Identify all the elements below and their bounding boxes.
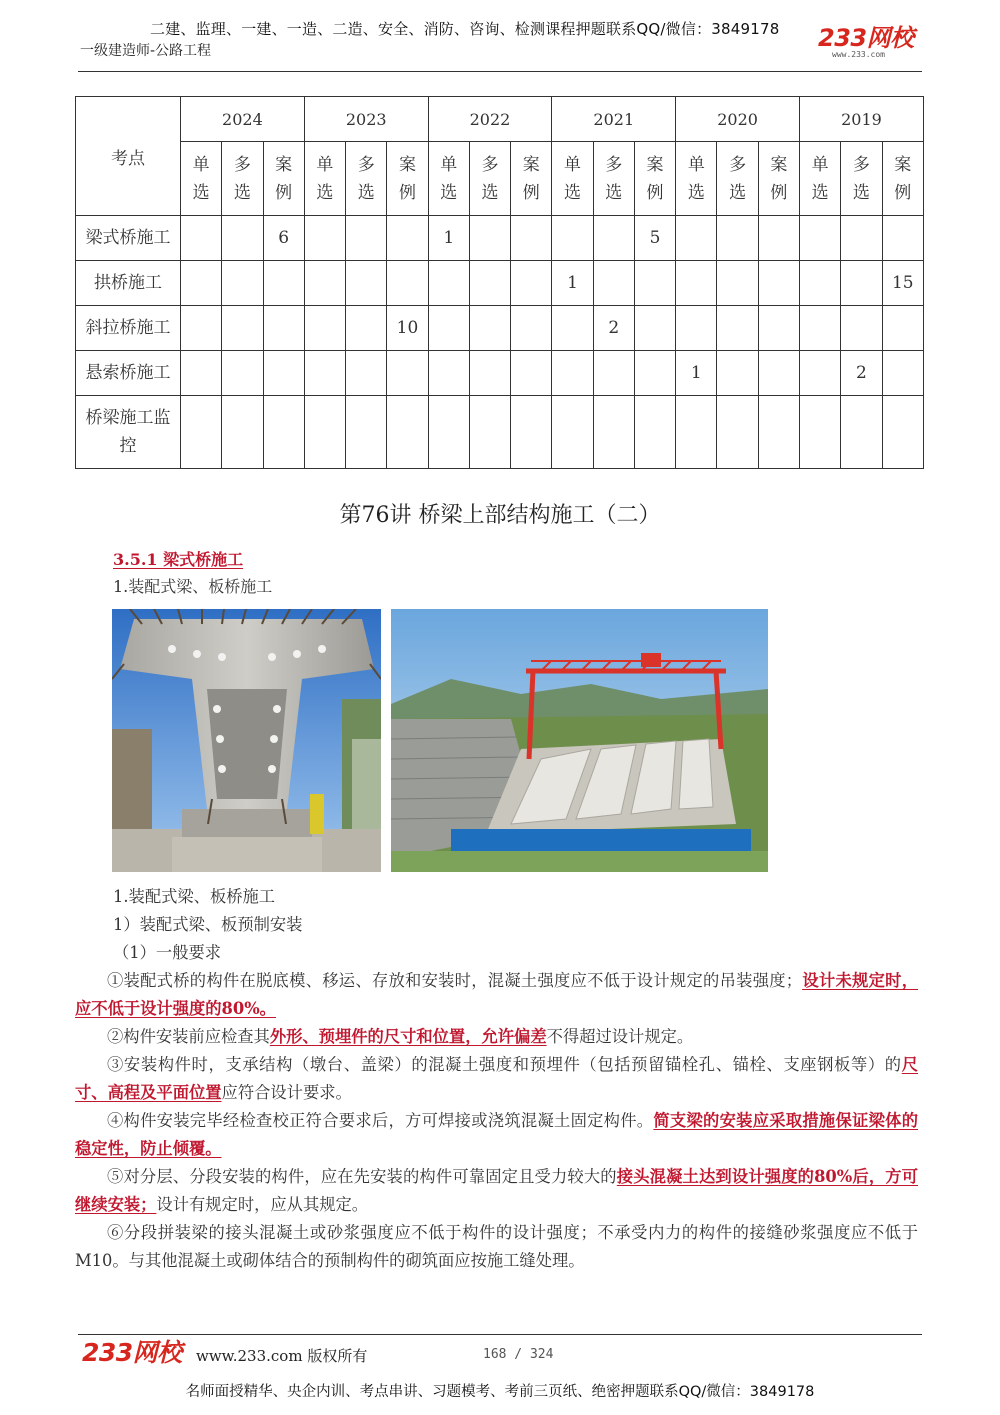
table-subheader-cell: 案 例 xyxy=(882,142,923,216)
table-value-cell xyxy=(304,306,345,351)
table-value-cell xyxy=(758,396,799,469)
table-subheader-cell: 单 选 xyxy=(799,142,840,216)
table-value-cell xyxy=(222,261,263,306)
table-value-cell xyxy=(758,261,799,306)
table-row xyxy=(76,216,924,261)
table-topic-cell: 拱桥施工 xyxy=(76,261,181,306)
header-logo-text: 233网校 xyxy=(818,24,914,52)
table-value-cell xyxy=(676,306,717,351)
content-heading-1: 1.装配式梁、板桥施工 xyxy=(113,887,276,906)
paragraph-6: ⑥分段拼装梁的接头混凝土或砂浆强度应不低于构件的设计强度；不承受内力的构件的接缝砂浆强度应不低于M10。与其他混凝土或砌体结合的预制构件的砌筑面应按施工缝处理。 xyxy=(75,1223,918,1270)
table-value-cell xyxy=(717,396,758,469)
table-year-header: 2024 xyxy=(181,97,305,142)
table-value-cell xyxy=(882,351,923,396)
table-subheader-cell: 多 选 xyxy=(222,142,263,216)
table-body xyxy=(76,216,924,469)
paragraph-2-highlight: 外形、预埋件的尺寸和位置，允许偏差 xyxy=(269,1027,547,1046)
table-value-cell: 2 xyxy=(841,351,882,396)
table-value-cell xyxy=(799,306,840,351)
table-value-cell xyxy=(346,351,387,396)
paragraph-1 xyxy=(75,967,918,1023)
table-value-cell xyxy=(304,396,345,469)
paragraph-5 xyxy=(75,1163,918,1219)
table-subheader-cell: 单 选 xyxy=(428,142,469,216)
table-value-cell xyxy=(634,396,675,469)
table-value-cell xyxy=(511,396,552,469)
table-value-cell xyxy=(799,396,840,469)
content-heading-2: 1）装配式梁、板预制安装 xyxy=(113,915,303,934)
table-value-cell: 15 xyxy=(882,261,923,306)
table-value-cell xyxy=(387,351,428,396)
table-value-cell xyxy=(222,306,263,351)
table-year-header: 2020 xyxy=(676,97,800,142)
table-value-cell xyxy=(469,351,510,396)
table-subheader-cell: 单 选 xyxy=(304,142,345,216)
table-subheader-cell: 案 例 xyxy=(387,142,428,216)
content-heading-3: （1）一般要求 xyxy=(113,943,222,962)
table-value-cell xyxy=(717,351,758,396)
table-value-cell xyxy=(181,396,222,469)
table-value-cell xyxy=(511,216,552,261)
table-subheader-cell: 案 例 xyxy=(263,142,304,216)
table-subheader-cell: 多 选 xyxy=(593,142,634,216)
table-value-cell xyxy=(593,261,634,306)
table-topic-cell: 斜拉桥施工 xyxy=(76,306,181,351)
footer-divider xyxy=(78,1334,922,1335)
table-subheader-cell: 单 选 xyxy=(676,142,717,216)
paragraph-5-text: ⑤对分层、分段安装的构件，应在先安装的构件可靠固定且受力较大的 xyxy=(107,1167,617,1186)
precast-yard-photo xyxy=(391,609,768,872)
table-value-cell xyxy=(387,261,428,306)
table-year-header: 2022 xyxy=(428,97,552,142)
table-value-cell xyxy=(634,261,675,306)
table-value-cell xyxy=(882,396,923,469)
table-topic-cell: 桥梁施工监控 xyxy=(76,396,181,469)
paragraph-5-text-end: 设计有规定时，应从其规定。 xyxy=(156,1195,369,1214)
table-value-cell xyxy=(799,216,840,261)
table-row xyxy=(76,261,924,306)
table-value-cell xyxy=(634,351,675,396)
paragraph-3-text-end: 应符合设计要求。 xyxy=(221,1083,352,1102)
precast-girder-photo xyxy=(112,609,381,872)
table-value-cell xyxy=(346,396,387,469)
paragraph-1-highlight: 设计未规定时，应不低于设计强度的80%。 xyxy=(75,971,918,1018)
table-value-cell xyxy=(469,216,510,261)
table-value-cell: 10 xyxy=(387,306,428,351)
table-subheader-cell: 案 例 xyxy=(634,142,675,216)
table-value-cell: 5 xyxy=(634,216,675,261)
table-value-cell xyxy=(304,216,345,261)
table-value-cell xyxy=(799,351,840,396)
table-value-cell xyxy=(181,306,222,351)
paragraph-4-text: ④构件安装完毕经检查校正符合要求后，方可焊接或浇筑混凝土固定构件。 xyxy=(107,1111,654,1130)
table-value-cell xyxy=(469,306,510,351)
table-value-cell: 1 xyxy=(676,351,717,396)
table-year-header: 2021 xyxy=(552,97,676,142)
lecture-title: 第76讲 桥梁上部结构施工（二） xyxy=(339,503,661,528)
table-year-header: 2023 xyxy=(304,97,428,142)
table-value-cell xyxy=(511,306,552,351)
paragraph-2-text: ②构件安装前应检查其 xyxy=(107,1027,270,1046)
table-value-cell xyxy=(181,261,222,306)
table-value-cell xyxy=(593,396,634,469)
table-value-cell xyxy=(799,261,840,306)
section-heading: 3.5.1 梁式桥施工 xyxy=(113,550,244,569)
table-subheader-cell: 多 选 xyxy=(841,142,882,216)
table-subheader-cell: 多 选 xyxy=(717,142,758,216)
table-value-cell xyxy=(882,216,923,261)
footer-copyright: www.233.com 版权所有 xyxy=(196,1347,368,1365)
table-value-cell xyxy=(552,351,593,396)
table-value-cell xyxy=(387,216,428,261)
page-number: 168 / 324 xyxy=(483,1347,554,1362)
table-value-cell xyxy=(758,351,799,396)
table-value-cell xyxy=(511,351,552,396)
header-logo-url: www.233.com xyxy=(832,50,885,59)
table-value-cell xyxy=(304,261,345,306)
table-value-cell: 1 xyxy=(428,216,469,261)
paragraph-3-highlight: 尺寸、高程及平面位置 xyxy=(75,1055,918,1102)
table-value-cell xyxy=(387,396,428,469)
exam-points-table xyxy=(75,96,924,469)
table-row xyxy=(76,306,924,351)
table-value-cell xyxy=(593,351,634,396)
table-subheader-cell: 多 选 xyxy=(469,142,510,216)
table-year-header: 2019 xyxy=(799,97,923,142)
table-value-cell xyxy=(428,261,469,306)
table-value-cell xyxy=(346,261,387,306)
table-value-cell: 1 xyxy=(552,261,593,306)
table-value-cell xyxy=(469,261,510,306)
table-value-cell xyxy=(222,216,263,261)
paragraph-2 xyxy=(75,1023,918,1051)
paragraph-4 xyxy=(75,1107,918,1163)
table-value-cell xyxy=(469,396,510,469)
header-logo xyxy=(818,26,918,66)
table-value-cell xyxy=(304,351,345,396)
table-value-cell xyxy=(634,306,675,351)
paragraph-1-text: ①装配式桥的构件在脱底模、移运、存放和安装时，混凝土强度应不低于设计规定的吊装强度； xyxy=(107,971,803,990)
table-value-cell xyxy=(676,216,717,261)
table-value-cell xyxy=(428,396,469,469)
header-divider xyxy=(78,71,922,72)
table-topic-cell: 悬索桥施工 xyxy=(76,351,181,396)
header-subtitle: 一级建造师-公路工程 xyxy=(80,43,212,59)
table-subheader-cell: 案 例 xyxy=(511,142,552,216)
table-value-cell xyxy=(181,216,222,261)
table-subheader-cell: 案 例 xyxy=(758,142,799,216)
table-value-cell xyxy=(263,261,304,306)
paragraph-5-highlight: 接头混凝土达到设计强度的80%后，方可继续安装； xyxy=(75,1167,918,1214)
table-value-cell xyxy=(181,351,222,396)
footer-contact-line: 名师面授精华、央企内训、考点串讲、习题模考、考前三页纸、绝密押题联系QQ/微信：3849178 xyxy=(185,1384,815,1400)
table-subheader-row xyxy=(76,142,924,216)
table-value-cell xyxy=(717,306,758,351)
table-value-cell xyxy=(552,306,593,351)
paragraph-3 xyxy=(75,1051,918,1107)
table-subheader-cell: 多 选 xyxy=(346,142,387,216)
table-value-cell xyxy=(346,306,387,351)
table-value-cell xyxy=(593,216,634,261)
table-value-cell xyxy=(222,396,263,469)
table-row xyxy=(76,396,924,469)
table-value-cell: 2 xyxy=(593,306,634,351)
table-value-cell xyxy=(841,261,882,306)
table-value-cell xyxy=(841,396,882,469)
table-topic-cell: 梁式桥施工 xyxy=(76,216,181,261)
table-value-cell xyxy=(717,261,758,306)
table-value-cell xyxy=(882,306,923,351)
table-value-cell xyxy=(758,216,799,261)
subheading: 1.装配式梁、板桥施工 xyxy=(113,577,273,596)
table-value-cell xyxy=(676,261,717,306)
table-value-cell xyxy=(263,351,304,396)
table-value-cell xyxy=(552,216,593,261)
header-contact-line: 二建、监理、一建、一造、二造、安全、消防、咨询、检测课程押题联系QQ/微信：3849178 xyxy=(150,20,780,38)
table-value-cell xyxy=(552,396,593,469)
table-value-cell xyxy=(428,306,469,351)
table-topic-header: 考点 xyxy=(76,97,181,216)
table-subheader-cell: 单 选 xyxy=(181,142,222,216)
table-value-cell xyxy=(511,261,552,306)
paragraph-4-highlight: 简支梁的安装应采取措施保证梁体的稳定性，防止倾覆。 xyxy=(75,1111,918,1158)
table-value-cell xyxy=(676,396,717,469)
table-value-cell xyxy=(263,306,304,351)
table-value-cell xyxy=(428,351,469,396)
paragraph-2-text-end: 不得超过设计规定。 xyxy=(546,1027,694,1046)
table-value-cell xyxy=(717,216,758,261)
table-value-cell xyxy=(222,351,263,396)
paragraph-3-text: ③安装构件时，支承结构（墩台、盖梁）的混凝土强度和预埋件（包括预留锚栓孔、锚栓、支座钢板等）的 xyxy=(107,1055,902,1074)
table-value-cell xyxy=(841,306,882,351)
table-subheader-cell: 单 选 xyxy=(552,142,593,216)
table-row xyxy=(76,351,924,396)
table-value-cell xyxy=(841,216,882,261)
table-value-cell: 6 xyxy=(263,216,304,261)
table-value-cell xyxy=(346,216,387,261)
table-value-cell xyxy=(758,306,799,351)
table-value-cell xyxy=(263,396,304,469)
footer-logo: 233网校 xyxy=(82,1338,182,1367)
